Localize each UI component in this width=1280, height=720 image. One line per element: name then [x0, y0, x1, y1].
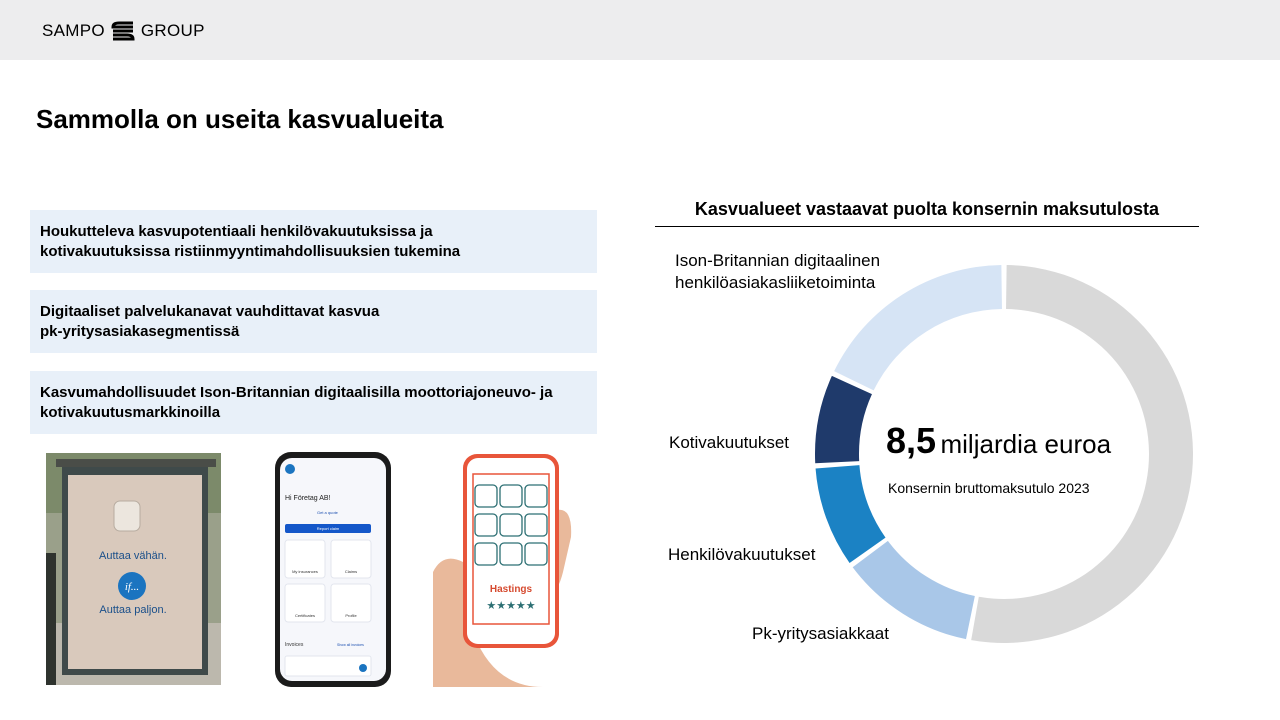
billboard-text-top: Auttaa vähän.	[99, 550, 167, 562]
app-see-all: Show all invoices	[337, 643, 364, 647]
center-value-number: 8,5	[886, 420, 937, 461]
billboard-logo: if...	[124, 581, 140, 593]
bullet-2-line-1: Digitaaliset palvelukanavat vauhdittavat kasvua	[40, 303, 380, 320]
slice-kotivakuutukset	[815, 376, 872, 463]
hastings-brand: Hastings	[489, 584, 533, 595]
label-henkilovakuutukset: Henkilövakuutukset	[668, 545, 816, 564]
billboard-text-bottom: Auttaa paljon.	[99, 604, 167, 616]
app-tile-2: Claims	[344, 569, 358, 574]
bullet-1-line-2: kotivakuutuksissa ristiinmyyntimahdollisuuksien tukemina	[40, 243, 461, 260]
center-value	[886, 420, 1111, 462]
label-pk-yritysasiakkaat: Pk-yritysasiakkaat	[752, 624, 889, 643]
app-tile-1: My insurances	[292, 569, 318, 574]
label-kotivakuutukset: Kotivakuutukset	[669, 433, 790, 452]
app-section-label: Invoices	[285, 642, 304, 648]
logo-text-right: GROUP	[140, 21, 205, 40]
bullet-2-line-2: pk-yritysasiakasegmentissä	[40, 323, 240, 340]
app-tile-3: Certificates	[294, 613, 316, 618]
label-uk-digital: Ison-Britannian digitaalinen henkilöasiakasliiketoiminta	[675, 251, 881, 292]
center-value-unit: miljardia euroa	[940, 429, 1112, 459]
app-report-button: Report claim	[316, 526, 340, 531]
logo-text-left: SAMPO	[42, 21, 105, 40]
app-tile-4: Profile	[345, 613, 357, 618]
bullet-1-line-1: Houkutteleva kasvupotentiaali henkilövakuutuksissa ja	[40, 223, 433, 240]
hastings-stars: ★★★★★	[486, 599, 536, 612]
center-caption: Konsernin bruttomaksutulo 2023	[888, 480, 1090, 496]
app-quote-link: Get a quote	[317, 510, 338, 515]
slice-henkilovakuutukset	[816, 465, 886, 563]
bullet-3-line-1: Kasvumahdollisuudet Ison-Britannian digitaalisilla moottoriajoneuvo- ja	[40, 384, 553, 401]
slide-title: Sammolla on useita kasvualueita	[36, 104, 444, 134]
app-greeting: Hi Företag AB!	[285, 495, 331, 502]
bullet-3-line-2: kotivakuutusmarkkinoilla	[40, 404, 221, 421]
chart-title: Kasvualueet vastaavat puolta konsernin maksutulosta	[694, 199, 1160, 219]
